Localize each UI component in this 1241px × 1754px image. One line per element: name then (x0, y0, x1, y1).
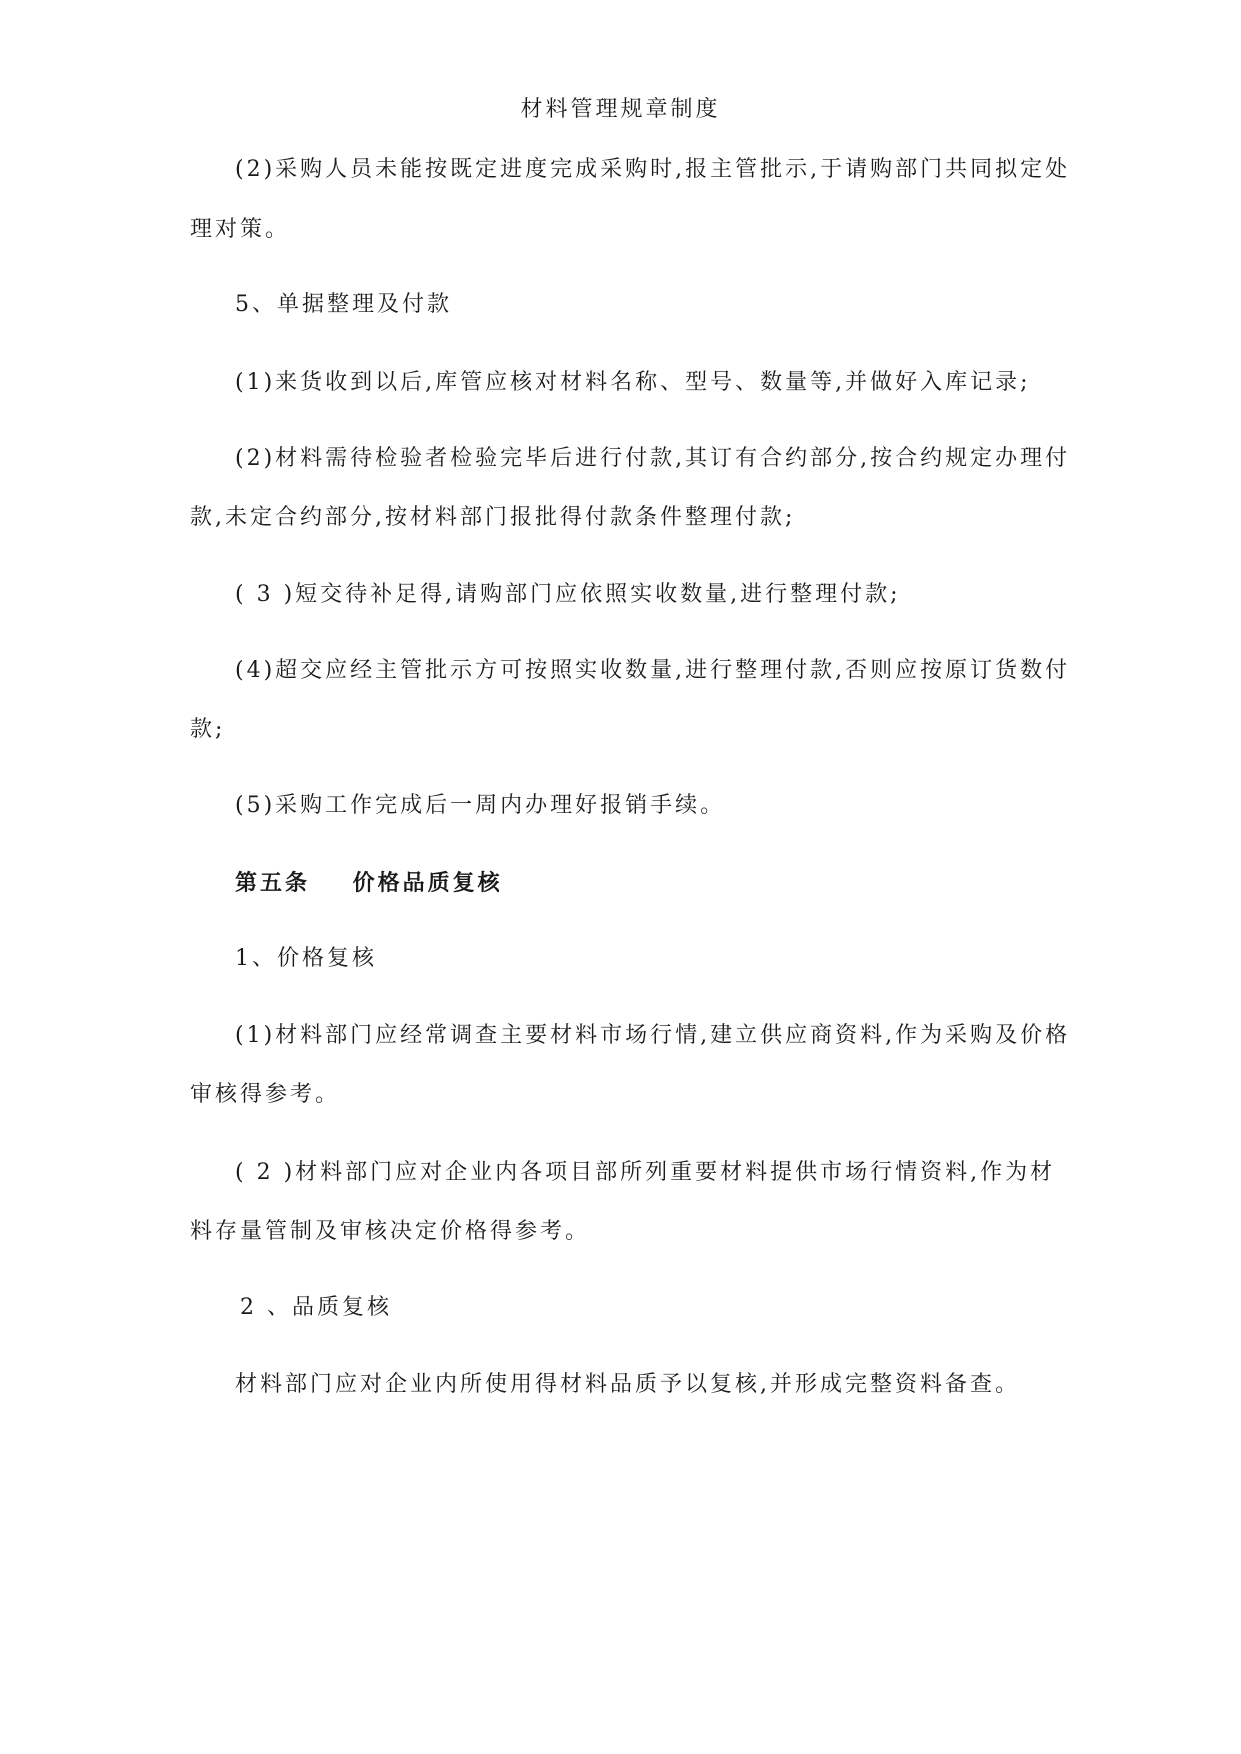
section-heading: 2 、品质复核 (240, 1295, 392, 1320)
paragraph-line: 款; (190, 717, 226, 742)
paragraph-line: (2)采购人员未能按既定进度完成采购时,报主管批示,于请购部门共同拟定处 (235, 157, 1071, 182)
article-heading: 第五条 价格品质复核 (235, 871, 503, 896)
paragraph-line: 材料部门应对企业内所使用得材料品质予以复核,并形成完整资料备查。 (235, 1372, 1020, 1397)
paragraph-line: 理对策。 (190, 217, 291, 242)
paragraph-line: 审核得参考。 (190, 1082, 341, 1107)
paragraph-line: (1)材料部门应经常调查主要材料市场行情,建立供应商资料,作为采购及价格 (235, 1023, 1071, 1048)
paragraph-line: ( 3 )短交待补足得,请购部门应依照实收数量,进行整理付款; (235, 582, 901, 607)
page-header: 材料管理规章制度 (520, 97, 721, 122)
paragraph-line: 料存量管制及审核决定价格得参考。 (190, 1219, 591, 1244)
paragraph-line: (1)来货收到以后,库管应核对材料名称、型号、数量等,并做好入库记录; (235, 370, 1031, 395)
paragraph-line: 款,未定合约部分,按材料部门报批得付款条件整理付款; (190, 505, 796, 530)
paragraph-line: (4)超交应经主管批示方可按照实收数量,进行整理付款,否则应按原订货数付 (235, 658, 1071, 683)
section-heading: 1、价格复核 (235, 946, 377, 971)
paragraph-line: (2)材料需待检验者检验完毕后进行付款,其订有合约部分,按合约规定办理付 (235, 446, 1071, 471)
section-heading: 5、单据整理及付款 (235, 292, 452, 317)
paragraph-line: (5)采购工作完成后一周内办理好报销手续。 (235, 793, 726, 818)
paragraph-line: ( 2 )材料部门应对企业内各项目部所列重要材料提供市场行情资料,作为材 (235, 1160, 1056, 1185)
